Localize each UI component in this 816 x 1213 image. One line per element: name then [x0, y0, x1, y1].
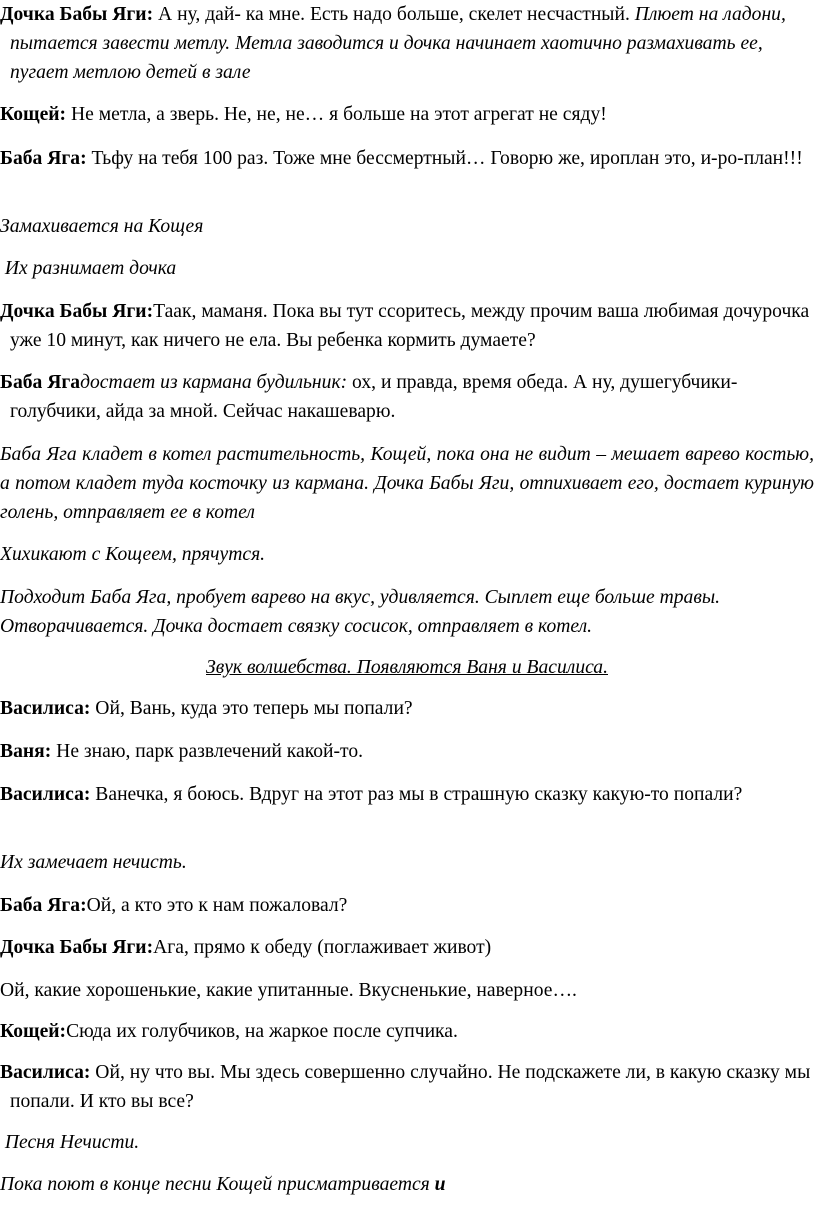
stage-direction-3: Баба Яга кладет в котел растительность, Кощей, пока она не видит – мешает варево костью, а потом кладет туда косточку из кармана. Дочка Бабы Яги, отпихивает его, достает куриную голень, отправляет ее в котел — [0, 444, 814, 523]
dialogue-text: Сюда их голубчиков, на жаркое после супчика. — [66, 1021, 458, 1042]
dialogue-text: А ну, дай- ка мне. Есть надо больше, скелет несчастный. — [153, 4, 635, 25]
paragraph-2 — [0, 100, 816, 129]
stage-direction-7: Песня Нечисти. — [0, 1132, 140, 1153]
dialogue-line: Ой, какие хорошенькие, какие упитанные. Вкусненькие, наверное…. — [0, 980, 577, 1001]
dialogue-text: Не метла, а зверь. Не, не, не… я больше на этот агрегат не сяду! — [66, 104, 607, 125]
speaker-label: Кощей: — [0, 1021, 67, 1042]
stage-direction-bold: и — [434, 1174, 446, 1195]
speaker-label: Кощей: — [0, 104, 67, 125]
dialogue-text: Ванечка, я боюсь. Вдруг на этот раз мы в страшную сказку какую-то попали? — [90, 784, 743, 805]
stage-direction-1: Замахивается на Кощея — [0, 216, 204, 237]
dialogue-text: Ой, ну что вы. Мы здесь совершенно случайно. Не подскажете ли, в какую сказку мы попали. И кто вы все? — [10, 1062, 811, 1112]
stage-direction-4: Хихикают с Кощеем, прячутся. — [0, 544, 266, 565]
stage-direction-6: Их замечает нечисть. — [0, 852, 187, 873]
dialogue-text: Ага, прямо к обеду (поглаживает живот) — [153, 937, 492, 958]
paragraph-20 — [0, 1058, 816, 1116]
dialogue-text: Таак, маманя. Пока вы тут ссоритесь, между прочим ваша любимая дочурочка уже 10 минут, как ничего не ела. Вы ребенка кормить думаете? — [10, 301, 810, 351]
paragraph-16 — [0, 891, 816, 920]
speaker-label: Дочка Бабы Яги: — [0, 301, 154, 322]
speaker-label: Василиса: — [0, 698, 91, 719]
speaker-label: Василиса: — [0, 784, 91, 805]
stage-direction-5: Подходит Баба Яга, пробует варево на вкус, удивляется. Сыплет еще больше травы. Отворачивается. Дочка достает связку сосисок, отправляет в котел. — [0, 587, 721, 637]
scene-heading — [0, 653, 814, 682]
paragraph-13 — [0, 737, 816, 766]
dialogue-text: Не знаю, парк развлечений какой-то. — [51, 741, 364, 762]
speaker-label: Василиса: — [0, 1062, 91, 1083]
stage-direction: достает из кармана будильник: — [80, 372, 348, 393]
dialogue-text: ох, и правда, время обеда. А ну, душегубчики- голубчики, айда за мной. Сейчас накашеварю. — [10, 372, 738, 422]
paragraph-7 — [0, 368, 816, 426]
paragraph-3 — [0, 144, 816, 173]
paragraph-19 — [0, 1017, 816, 1046]
dialogue-text: Ой, а кто это к нам пожаловал? — [86, 895, 348, 916]
paragraph-14 — [0, 780, 816, 809]
speaker-label: Ваня: — [0, 741, 52, 762]
stage-direction: Плюет на ладони, пытается завести метлу. Метла заводится и дочка начинает хаотично размахивать ее, пугает метлою детей в зале — [10, 4, 786, 83]
speaker-label: Дочка Бабы Яги: — [0, 4, 154, 25]
scene-heading-text: Звук волшебства. Появляются Ваня и Василиса. — [206, 657, 608, 678]
speaker-label: Баба Яга: — [0, 895, 87, 916]
stage-direction-text: Пока поют в конце песни Кощей присматривается — [0, 1174, 435, 1195]
dialogue-text: Ой, Вань, куда это теперь мы попали? — [90, 698, 413, 719]
speaker-label: Дочка Бабы Яги: — [0, 937, 154, 958]
paragraph-1 — [0, 0, 816, 87]
speaker-label: Баба Яга: — [0, 148, 87, 169]
stage-direction-2: Их разнимает дочка — [0, 258, 177, 279]
paragraph-17 — [0, 933, 816, 962]
dialogue-text: Тьфу на тебя 100 раз. Тоже мне бессмертный… Говорю же, ироплан это, и-ро-план!!! — [86, 148, 803, 169]
paragraph-12 — [0, 694, 816, 723]
stage-direction-8 — [0, 1170, 814, 1199]
speaker-label: Баба Яга — [0, 372, 81, 393]
paragraph-6 — [0, 297, 816, 355]
